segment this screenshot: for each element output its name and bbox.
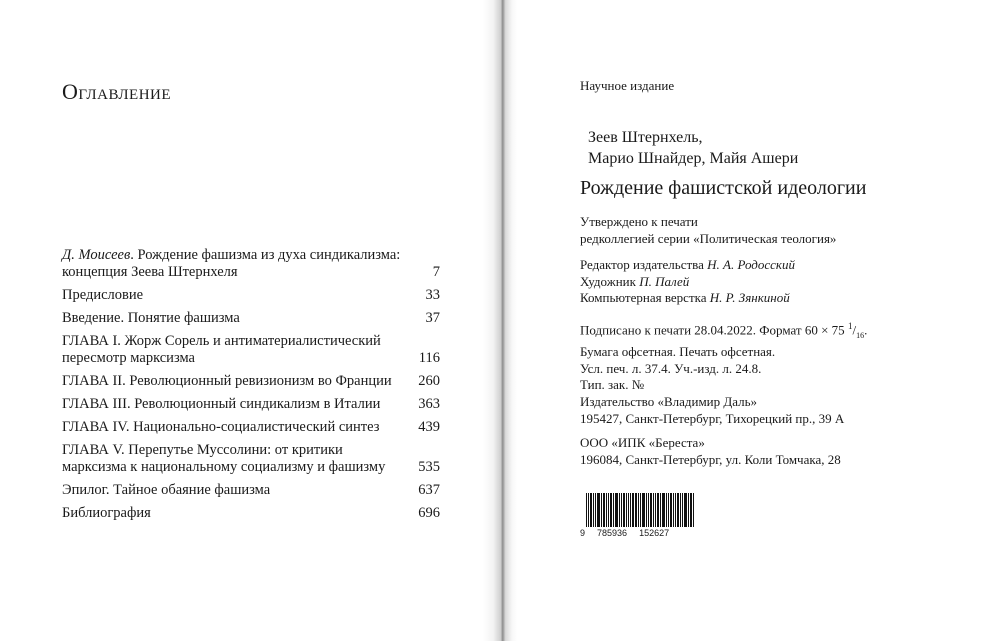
barcode-bar bbox=[615, 493, 618, 527]
edition-type: Научное издание bbox=[580, 78, 675, 93]
editor-name: Н. А. Родосский bbox=[707, 257, 795, 272]
toc-title: Оглавление bbox=[62, 79, 172, 104]
barcode-bar bbox=[613, 493, 614, 527]
barcode-bar bbox=[690, 493, 692, 527]
artist-credit bbox=[580, 274, 795, 291]
barcode-bar bbox=[610, 493, 612, 527]
toc-entry-page: 439 bbox=[418, 419, 440, 435]
barcode-bar bbox=[630, 493, 631, 527]
barcode-bar bbox=[586, 493, 587, 527]
layout-credit bbox=[580, 290, 795, 307]
barcode-digit-group-2: 785936 bbox=[597, 528, 628, 538]
barcode-bars bbox=[586, 493, 700, 527]
publisher-name: Издательство «Владимир Даль» bbox=[580, 394, 758, 409]
toc-entry-title bbox=[62, 247, 433, 281]
layout-label: Компьютерная верстка bbox=[580, 290, 707, 305]
toc-entry bbox=[62, 247, 440, 281]
toc-entry-page: 116 bbox=[418, 350, 440, 366]
toc-entry-author: Д. Моисеев bbox=[62, 247, 131, 263]
credits bbox=[580, 257, 795, 307]
barcode-bar bbox=[603, 493, 605, 527]
toc-entry-text: Библиография bbox=[62, 505, 151, 521]
toc-entry-page: 363 bbox=[418, 396, 440, 412]
barcode-bar bbox=[655, 493, 656, 527]
toc-entry-page: 696 bbox=[418, 505, 440, 521]
approval-note bbox=[580, 214, 836, 247]
barcode-bar bbox=[666, 493, 667, 527]
barcode-bar bbox=[593, 493, 594, 527]
barcode-bar bbox=[638, 493, 639, 527]
toc-entry-title bbox=[62, 310, 426, 327]
barcode-bar bbox=[662, 493, 665, 527]
toc-entry bbox=[62, 442, 440, 476]
editor-credit bbox=[580, 257, 795, 274]
toc-entry-page: 260 bbox=[418, 373, 440, 389]
printer-address: 196084, Санкт-Петербург, ул. Коли Томчака, 28 bbox=[580, 451, 841, 467]
toc-entry-title bbox=[62, 505, 418, 522]
book-title: Рождение фашистской идеологии bbox=[580, 177, 867, 199]
toc-entry-text: ГЛАВА II. Революционный ревизионизм во Франции bbox=[62, 373, 392, 389]
barcode-bar bbox=[597, 493, 600, 527]
toc-entry-title bbox=[62, 442, 418, 476]
fraction-numerator: 1 bbox=[847, 321, 853, 331]
isbn-barcode bbox=[580, 493, 700, 543]
barcode-bar bbox=[650, 493, 652, 527]
publisher-info bbox=[580, 394, 844, 427]
barcode-digit-group-1: 9 bbox=[580, 528, 586, 538]
barcode-bar bbox=[640, 493, 641, 527]
toc-entry bbox=[62, 310, 440, 327]
barcode-bar bbox=[675, 493, 676, 527]
toc-entry-text: . Рождение фашизма из духа синдикализма: концепция Зеева Штернхеля bbox=[62, 247, 401, 280]
toc-entry-text: Эпилог. Тайное обаяние фашизма bbox=[62, 482, 271, 498]
barcode-bar bbox=[680, 493, 681, 527]
toc-entry-page: 37 bbox=[425, 310, 440, 326]
barcode-bar bbox=[657, 493, 659, 527]
barcode-bar bbox=[660, 493, 661, 527]
barcode-digits bbox=[580, 528, 700, 538]
barcode-bar bbox=[668, 493, 669, 527]
barcode-bar bbox=[646, 493, 647, 527]
barcode-bar bbox=[682, 493, 683, 527]
barcode-bar bbox=[632, 493, 634, 527]
toc-entry bbox=[62, 333, 440, 367]
barcode-bar bbox=[628, 493, 629, 527]
printer-name: ООО «ИПК «Береста» bbox=[580, 435, 705, 450]
barcode-bar bbox=[693, 493, 694, 527]
print-line-3: Усл. печ. л. 37.4. Уч.-изд. л. 24.8. bbox=[580, 360, 762, 376]
toc-entry-title bbox=[62, 287, 426, 304]
toc-entry-page: 7 bbox=[432, 264, 440, 280]
toc-entry-title bbox=[62, 482, 418, 499]
barcode-bar bbox=[642, 493, 645, 527]
barcode-bar bbox=[653, 493, 654, 527]
toc-entry bbox=[62, 287, 440, 304]
barcode-bar bbox=[608, 493, 609, 527]
barcode-bar bbox=[677, 493, 679, 527]
print-format: Подписано к печати 28.04.2022. Формат 60 × 75 bbox=[580, 322, 848, 338]
barcode-bar bbox=[670, 493, 672, 527]
toc-entry-page: 637 bbox=[418, 482, 440, 498]
printer-info bbox=[580, 435, 841, 468]
barcode-bar bbox=[606, 493, 607, 527]
approval-line-2: редколлегией серии «Политическая теология» bbox=[580, 230, 837, 246]
toc-entry-text: ГЛАВА IV. Национально-социалистический синтез bbox=[62, 419, 380, 435]
publisher-address: 195427, Санкт-Петербург, Тихорецкий пр., 39 А bbox=[580, 410, 845, 426]
approval-line-1: Утверждено к печати bbox=[580, 214, 698, 229]
toc-entry bbox=[62, 419, 440, 436]
authors bbox=[588, 127, 798, 169]
toc-entry-text: ГЛАВА III. Революционный синдикализм в Италии bbox=[62, 396, 381, 412]
barcode-bar bbox=[635, 493, 637, 527]
print-line-2: Бумага офсетная. Печать офсетная. bbox=[580, 344, 776, 360]
toc-entry-title bbox=[62, 396, 418, 413]
toc-entry bbox=[62, 396, 440, 413]
barcode-digit-group-3: 152627 bbox=[639, 528, 670, 538]
barcode-bar bbox=[590, 493, 592, 527]
toc-entry-title bbox=[62, 373, 418, 390]
barcode-bar bbox=[588, 493, 589, 527]
toc-entry-text: Введение. Понятие фашизма bbox=[62, 310, 240, 326]
print-line-1: Подписано к печати 28.04.2022. Формат 60 × 75 $^1/_{16}$. bbox=[580, 321, 868, 340]
authors-line-1: Зеев Штернхель, bbox=[588, 129, 703, 146]
fraction-denominator: 16 bbox=[856, 330, 865, 340]
barcode-bar bbox=[684, 493, 687, 527]
toc-list bbox=[62, 247, 440, 528]
artist-label: Художник bbox=[580, 273, 636, 289]
toc-entry-page: 33 bbox=[425, 287, 440, 303]
barcode-bar bbox=[626, 493, 627, 527]
barcode-bar bbox=[673, 493, 674, 527]
toc-entry-text: ГЛАВА I. Жорж Сорель и антиматериалистический пересмотр марксизма bbox=[62, 333, 381, 366]
toc-entry-title bbox=[62, 333, 419, 367]
toc-entry-text: Предисловие bbox=[62, 287, 144, 303]
barcode-bar bbox=[648, 493, 649, 527]
authors-line-2: Марио Шнайдер, Майя Ашери bbox=[588, 150, 799, 167]
toc-entry-page: 535 bbox=[418, 459, 440, 475]
editor-label: Редактор издательства bbox=[580, 257, 704, 272]
artist-name: П. Палей bbox=[639, 273, 690, 289]
print-line-4: Тип. зак. № bbox=[580, 377, 645, 393]
print-details bbox=[580, 318, 867, 394]
toc-entry bbox=[62, 373, 440, 390]
barcode-bar bbox=[688, 493, 689, 527]
barcode-bar bbox=[595, 493, 596, 527]
barcode-bar bbox=[621, 493, 622, 527]
toc-entry-title bbox=[62, 419, 418, 436]
toc-entry bbox=[62, 505, 440, 522]
layout-name: Н. Р. Зянкиной bbox=[709, 290, 790, 305]
toc-entry bbox=[62, 482, 440, 499]
barcode-bar bbox=[601, 493, 602, 527]
barcode-bar bbox=[623, 493, 625, 527]
toc-entry-text: ГЛАВА V. Перепутье Муссолини: от критики марксизма к национальному социализму и фашизму bbox=[62, 442, 386, 475]
barcode-bar bbox=[619, 493, 620, 527]
